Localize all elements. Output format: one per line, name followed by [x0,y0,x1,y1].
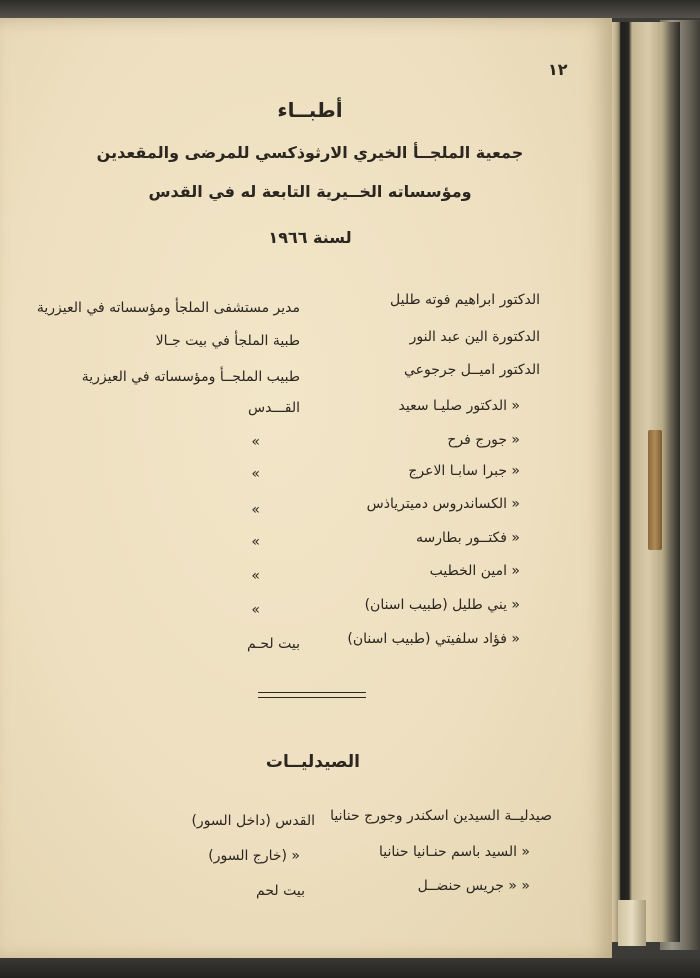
header-institutions: ومؤسساته الخــيرية التابعة له في القدس [148,182,472,201]
doctor-name: « جورج فرح [447,432,520,448]
pharmacy-location: « (خارج السور) [208,848,300,864]
doctor-role: بيت لحـم [246,636,300,652]
doctor-name: الدكتور ابراهيم فوته طليل [390,292,540,308]
book-page-stack [600,22,680,942]
book-bottom-edge [0,958,700,978]
doctor-role: مدير مستشفى الملجأ ومؤسساته في العيزرية [36,300,300,316]
doctor-role: « [251,502,260,518]
doctor-name: « فكتــور بطارسه [416,530,520,546]
doctor-role: طبية الملجأ في بيت جـالا [155,333,300,349]
page-number: ١٢ [548,60,568,79]
doctor-role: القـــدس [248,400,300,416]
book-page-stack-lower [618,900,646,946]
header-title: أطبــاء [277,98,343,122]
doctor-role: « [251,568,260,584]
bookmark-ribbon [648,430,662,550]
doctor-name: « الكساندروس دميترياذس [366,496,520,512]
doctor-role: « [251,602,260,618]
pharmacies-title: الصيدليــات [265,752,360,772]
pharmacy-name: صيدليــة السيدين اسكندر وجورج حنانيا [330,808,552,824]
pharmacy-location: بيت لحم [256,883,305,899]
pharmacy-location: القدس (داخل السور) [191,813,315,829]
pharmacy-name: « السيد باسم حنـانيا حنانيا [379,844,530,860]
doctor-name: الدكتور اميــل جرجوعي [404,362,540,378]
doctor-name: « فؤاد سلفيتي (طبيب اسنان) [347,631,520,647]
doctor-name: « امين الخطيب [429,563,520,579]
header-organization: جمعية الملجــأ الخيري الارثوذكسي للمرضى والمقعدين [96,143,524,162]
pharmacy-name: « « جريس حنضــل [417,878,530,894]
doctor-role: طبيب الملجــأ ومؤسساته في العيزرية [81,369,300,385]
doctor-name: « الدكتور صليـا سعيد [398,398,520,414]
doctor-role: « [251,434,260,450]
book-top-edge [0,0,700,18]
section-divider-bottom-line [258,697,366,699]
doctor-role: « [251,466,260,482]
doctor-name: الدكتورة الين عبد النور [409,329,540,345]
section-divider-top-line [258,692,366,694]
doctor-name: « يني طليل (طبيب اسنان) [364,597,520,613]
doctor-name: « جبرا سابـا الاعرج [408,463,520,479]
header-year: لسنة ١٩٦٦ [268,228,352,247]
doctor-role: « [251,534,260,550]
